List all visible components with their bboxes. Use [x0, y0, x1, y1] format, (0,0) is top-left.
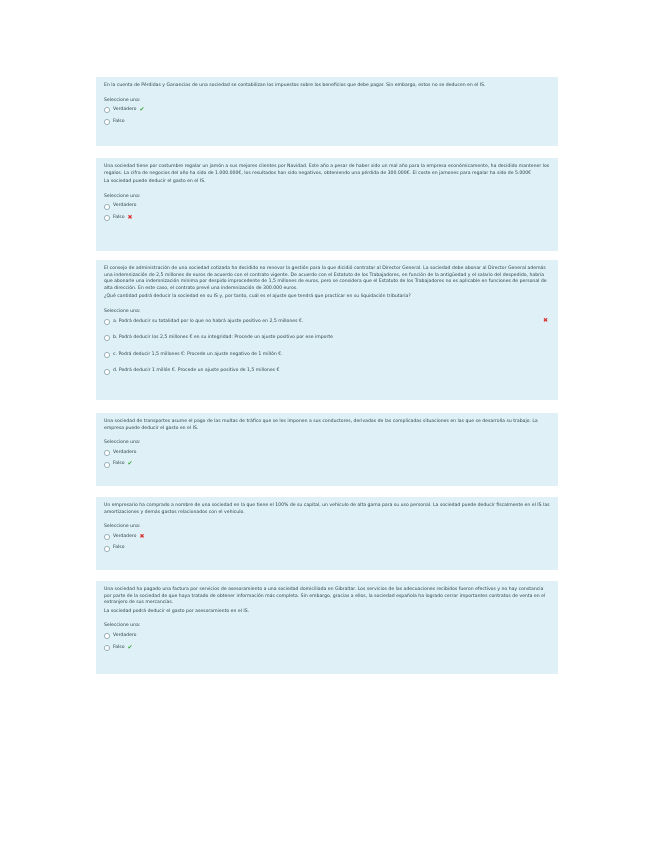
option-label: Falso — [113, 118, 125, 124]
select-prompt: Seleccione una: — [104, 193, 141, 199]
option-d[interactable] — [104, 368, 550, 375]
option-label: Falso — [113, 644, 125, 650]
option-falso[interactable] — [104, 215, 550, 222]
question-statement: La sociedad puede deducir el gasto en el IS. — [104, 179, 206, 185]
option-falso[interactable] — [104, 119, 550, 126]
question-card-6 — [96, 581, 558, 674]
radio-button[interactable] — [104, 645, 110, 651]
question-text: Una sociedad tiene por costumbre regalar un jamón a sus mejores clientes por Navidad. Este año a pesar de haber sido un mal año para la empresa económicamente, ha decidido mantener los regalos. La cifra de negocios del año ha sido de 1.000.000€, los resultados han sido negativos, obteniendo una pérdida de 300.000€. El coste en jamones para regalar ha sido de 5.000€ — [104, 164, 550, 176]
option-falso[interactable] — [104, 645, 550, 652]
question-text: En la cuenta de Pérdidas y Ganancias de una sociedad se contabilizan los impuestos sobre los beneficios que debe pagar. Sin embargo, estos no se deducen en el IS. — [104, 83, 486, 88]
question-card-2 — [96, 158, 558, 251]
question-text: El consejo de administración de una sociedad cotizada ha decidido no renovar la gestión para la que dicidió contratar al Director General. La sociedad debe abonar al Director General además una indemnización de 2,5 millones de euros de acuerdo con el contrato vigente. De acuerdo con el Estatuto de los Trabajadores, en función de la antigüedad y el salario del despedido, habría que abonarle una indemnización mínima por despido improcedente de 1,5 millones de euros, pero se considera que el Estatuto de los Trabajadores no es aplicable en funciones de personal de alta dirección. En este caso, el contrato prevé una indemnización de 300.000 euros. — [104, 266, 547, 291]
radio-button[interactable] — [104, 215, 110, 221]
select-prompt: Seleccione una: — [104, 440, 141, 446]
question-text: Una sociedad de transportes asume el pago de las multas de tráfico que se les imponen a sus conductores, derivadas de las complicadas situaciones en las que se desarrolla su trabajo. La empresa puede deducir el gasto en el IS. — [104, 419, 538, 431]
radio-button[interactable] — [104, 335, 110, 341]
select-prompt: Seleccione una: — [104, 308, 141, 314]
option-label: Verdadero — [113, 449, 137, 455]
select-prompt: Seleccione una: — [104, 524, 141, 530]
radio-button[interactable] — [104, 369, 110, 375]
option-label: d. Podrá deducir 1 millón €. Procede un ajuste positivo de 1,5 millones € — [113, 368, 280, 374]
question-card-4 — [96, 413, 558, 486]
incorrect-x-icon: ✖ — [127, 213, 133, 221]
radio-button[interactable] — [104, 319, 110, 325]
radio-button[interactable] — [104, 204, 110, 210]
option-label: c. Podrá deducir 1,5 millones €: Procede un ajuste negativo de 1 millón €. — [113, 351, 283, 357]
option-falso[interactable] — [104, 461, 550, 468]
incorrect-x-icon: ✖ — [139, 532, 145, 540]
incorrect-x-icon: ✖ — [542, 316, 548, 324]
option-label: b. Podrá deducir los 2,5 millones € en su integridad: Procede un ajuste positivo por ese importe — [113, 335, 334, 341]
radio-button[interactable] — [104, 352, 110, 358]
option-label: a. Podrá deducir su totalidad por lo que no habrá ajuste positivo en 2,5 millones €. — [113, 318, 304, 324]
correct-check-icon: ✔ — [139, 106, 145, 114]
question-text: Un empresario ha comprado a nombre de una sociedad en la que tiene el 100% de su capital, un vehículo de alta gama para su uso personal. La sociedad puede deducir fiscalmente en el IS las amortizaciones y demás gastos relacionados con el vehículo. — [104, 503, 550, 515]
option-verdadero[interactable] — [104, 203, 550, 210]
question-statement: ¿Qué cantidad podrá deducir la sociedad en su IS y, por tanto, cuál es el ajuste que tendrá que practicar en su liquidación tributaria? — [104, 294, 411, 300]
select-prompt: Seleccione una: — [104, 623, 141, 629]
radio-button[interactable] — [104, 534, 110, 540]
radio-button[interactable] — [104, 546, 110, 552]
option-label: Falso — [113, 461, 125, 467]
option-label: Verdadero — [113, 533, 137, 539]
select-prompt: Seleccione una: — [104, 97, 141, 103]
option-verdadero[interactable] — [104, 450, 550, 457]
option-verdadero[interactable] — [104, 534, 550, 541]
option-label: Falso — [113, 545, 125, 551]
option-c[interactable] — [104, 352, 550, 359]
radio-button[interactable] — [104, 107, 110, 113]
option-label: Verdadero — [113, 203, 137, 209]
option-label: Falso — [113, 214, 125, 220]
option-label: Verdadero — [113, 107, 137, 113]
question-statement: La sociedad podrá deducir el gasto por asesoramiento en el IS. — [104, 608, 250, 614]
correct-check-icon: ✔ — [127, 643, 133, 651]
radio-button[interactable] — [104, 119, 110, 125]
question-card-3 — [96, 260, 558, 400]
question-text: Una sociedad ha pagado una factura por servicios de asesoramiento a una sociedad domiciliada en Gibraltar. Los servicios de las adecuaciones recibidos fueron efectivos y no hay constancia por parte de la sociedad de que haya tratado de obtener información más completa. Sin embargo, gracias a ellos, la sociedad española ha logrado cerrar importantes contratos de venta en el extranjero de sus mercancías. — [104, 587, 546, 606]
option-verdadero[interactable] — [104, 633, 550, 640]
option-falso[interactable] — [104, 545, 550, 552]
option-label: Verdadero — [113, 632, 137, 638]
correct-check-icon: ✔ — [127, 460, 133, 468]
option-b[interactable] — [104, 335, 550, 342]
radio-button[interactable] — [104, 450, 110, 456]
question-card-1 — [96, 77, 558, 146]
option-verdadero[interactable] — [104, 107, 550, 114]
radio-button[interactable] — [104, 633, 110, 639]
radio-button[interactable] — [104, 462, 110, 468]
question-card-5 — [96, 497, 558, 570]
option-a[interactable] — [104, 316, 550, 326]
